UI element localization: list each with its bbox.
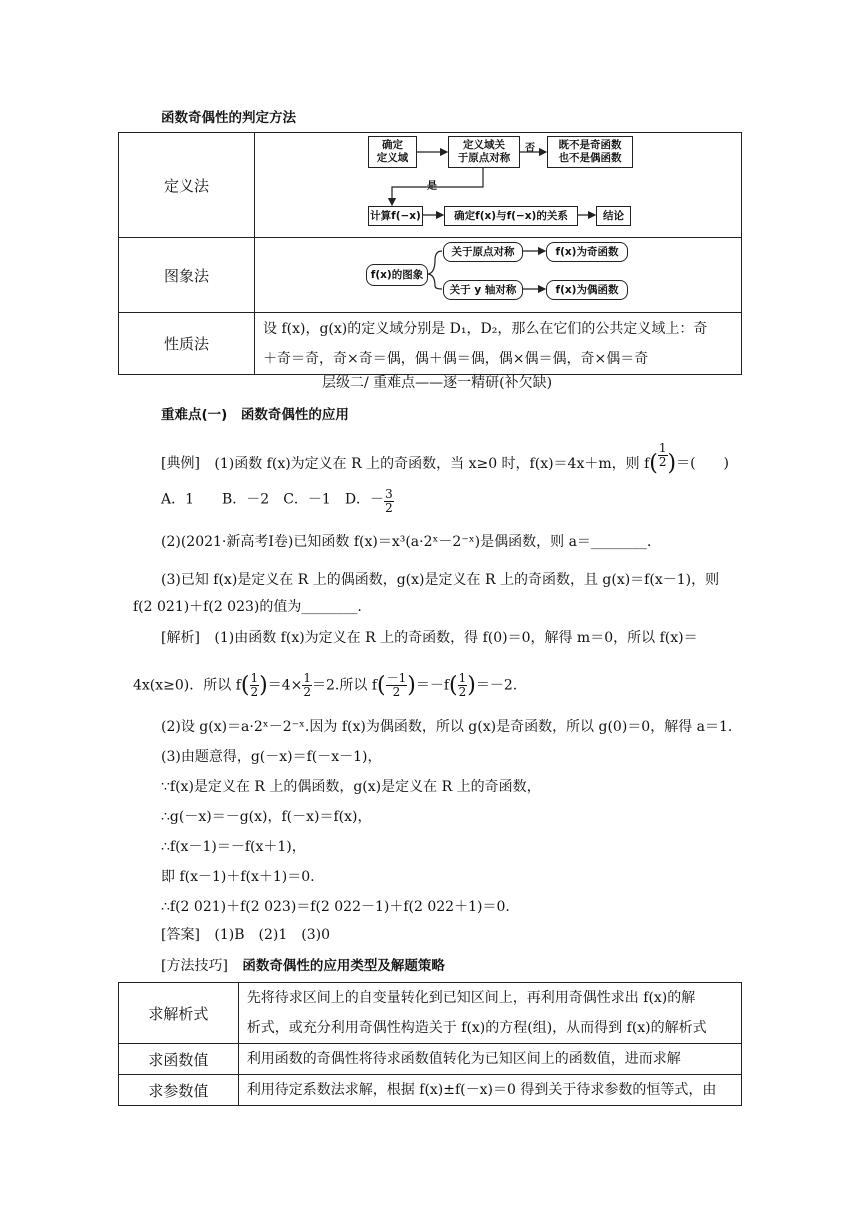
section-title: 函数奇偶性的判定方法 — [161, 110, 296, 126]
solution-s1-line1: [解析] (1)由函数 f(x)为定义在 R 上的奇函数，得 f(0)＝0，解得 m＝0，所以 f(x)＝ — [161, 630, 698, 646]
row-label-definition: 定义法 — [119, 133, 255, 238]
flow-box-relation: 确定f(x)与f(−x)的关系 — [444, 206, 578, 226]
graph-arrows — [255, 238, 741, 312]
table-row: 求解析式 先将待求区间上的自变量转化到已知区间上，再利用奇偶性求出 f(x)的解 析式，或充分利用奇偶性构造关于 f(x)的方程(组)，从而得到 f(x)的解析式 — [119, 983, 742, 1044]
property-text-line2: ＋奇＝奇，奇×奇＝偶，偶＋偶＝偶，偶×偶＝偶，奇×偶＝奇 — [263, 350, 649, 367]
flow-graph-start: f(x)的图象 — [366, 264, 428, 286]
answer-label: [答案] — [161, 927, 200, 943]
option-d-numerator: 3 — [385, 487, 393, 501]
example-q1-text: (1)函数 f(x)为定义在 R 上的奇函数，当 x≥0 时，f(x)＝4x＋m，则 f — [214, 455, 650, 472]
example-q1-paren: ＝( ) — [676, 455, 730, 472]
strategy-label-value: 求函数值 — [119, 1044, 239, 1075]
row-label-property: 性质法 — [119, 313, 255, 375]
solution-s3-3: ∴g(－x)＝－g(x)，f(－x)＝f(x)， — [161, 809, 372, 825]
example-q3-line1: (3)已知 f(x)是定义在 R 上的偶函数，g(x)是定义在 R 上的奇函数，且 g(x)＝f(x－1)，则 — [161, 572, 720, 588]
solution-s3-6: ∴f(2 021)＋f(2 023)＝f(2 022－1)＋f(2 022＋1)＝0. — [161, 899, 510, 915]
answer-line — [161, 924, 330, 944]
answer-text: (1)B (2)1 (3)0 — [214, 927, 330, 943]
flow-label-no: 否 — [525, 143, 535, 154]
strategy-table — [118, 982, 742, 1106]
flow-box-compute: 计算f(−x) — [368, 206, 423, 226]
example-label: [典例] — [161, 455, 200, 472]
table-row: 求函数值 利用函数的奇偶性将待求函数值转化为已知区间上的函数值，进而求解 — [119, 1044, 742, 1075]
example-q2: (2)(2021·新高考Ⅰ卷)已知函数 f(x)＝x³(a·2ˣ－2⁻ˣ)是偶函数，则 a＝________. — [161, 534, 652, 550]
flow-graph-origin: 关于原点对称 — [443, 242, 523, 262]
property-text-line1: 设 f(x)，g(x)的定义域分别是 D₁，D₂，那么在它们的公共定义域上：奇 — [263, 320, 708, 337]
example-q1: [典例] (1)函数 f(x)为定义在 R 上的奇函数，当 x≥0 时，f(x)＝4x＋m，则 f( $\frac{1}{2}$ )＝( ) — [161, 441, 730, 476]
method-title: 函数奇偶性的应用类型及解题策略 — [242, 958, 445, 974]
method-line — [161, 954, 445, 975]
flow-box-neither: 既不是奇函数 也不是偶函数 — [547, 136, 633, 168]
solution-s1-line2: 4x(x≥0)．所以 f( $\frac{1}{2}$ )＝4× $\frac{1}{2}$ ＝2.所以 f( $\frac{-1}{2}$ )＝－f( $\frac{1}{2}$ )＝－2. — [133, 671, 518, 699]
key-point-title: 重难点(一) 函数奇偶性的应用 — [161, 407, 349, 423]
example-q1-options: A．1 B．－2 C．－1 D．－ $\frac{3}{2}$ — [161, 487, 393, 515]
property-text-cell — [255, 313, 742, 375]
judge-method-table — [118, 132, 742, 375]
solution-s2: (2)设 g(x)＝a·2ˣ－2⁻ˣ.因为 f(x)为偶函数，所以 g(x)是奇函数，所以 g(0)＝0，解得 a＝1. — [161, 719, 733, 735]
definition-flowchart — [255, 133, 742, 238]
level-title: 层级二/ 重难点——逐一精研(补欠缺) — [322, 375, 553, 391]
method-label: [方法技巧] — [161, 958, 228, 974]
flow-box-domain: 确定 定义域 — [368, 136, 417, 168]
flow-graph-odd: f(x)为奇函数 — [546, 242, 628, 262]
flow-graph-even: f(x)为偶函数 — [546, 280, 628, 300]
row-label-graph: 图象法 — [119, 238, 255, 313]
example-q3-line2: f(2 021)＋f(2 023)的值为________. — [133, 599, 362, 615]
flow-arrows — [255, 133, 741, 237]
flow-graph-yaxis: 关于 y 轴对称 — [443, 280, 523, 300]
solution-s3-5: 即 f(x－1)＋f(x＋1)＝0. — [161, 869, 315, 885]
table-row: 求参数值 利用待定系数法求解，根据 f(x)±f(－x)＝0 得到关于待求参数的恒等式，由 — [119, 1075, 742, 1106]
flow-box-symmetric: 定义域关 于原点对称 — [448, 136, 520, 168]
solution-label: [解析] — [161, 630, 200, 646]
flow-label-yes: 是 — [427, 181, 437, 192]
strategy-label-parameter: 求参数值 — [119, 1075, 239, 1106]
solution-s3-1: (3)由题意得，g(－x)＝f(－x－1)， — [161, 749, 382, 765]
graph-flowchart — [255, 238, 742, 313]
solution-s3-4: ∴f(x－1)＝－f(x＋1)， — [161, 839, 306, 855]
flow-box-conclusion: 结论 — [596, 206, 631, 226]
solution-s3-2: ∵f(x)是定义在 R 上的偶函数，g(x)是定义在 R 上的奇函数， — [161, 779, 541, 795]
option-d-denominator: 2 — [385, 501, 393, 515]
strategy-label-expression: 求解析式 — [119, 983, 239, 1044]
